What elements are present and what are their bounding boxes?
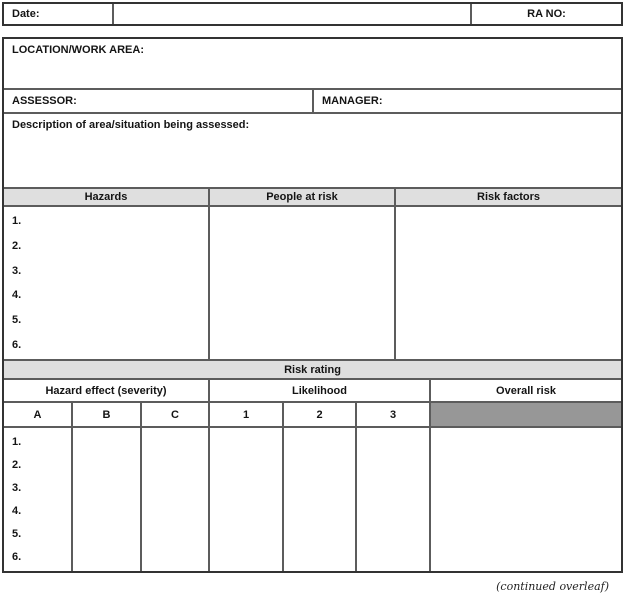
- likelihood-header: Likelihood: [210, 380, 431, 401]
- severity-col-c-header: C: [142, 403, 210, 426]
- hazard-effect-severity-header: Hazard effect (severity): [4, 380, 210, 401]
- severity-col-a-header: A: [4, 403, 73, 426]
- overall-risk-header: Overall risk: [496, 384, 556, 397]
- severity-c-column-cell[interactable]: [142, 428, 210, 571]
- people-at-risk-cell[interactable]: [210, 207, 396, 359]
- severity-a-column-cell[interactable]: [4, 428, 73, 571]
- date-label: Date:: [4, 4, 114, 24]
- manager-field[interactable]: MANAGER:: [322, 95, 383, 107]
- rating-row-number: 2.: [12, 458, 22, 471]
- hazards-list-cell[interactable]: [4, 207, 210, 359]
- rating-row-number: 4.: [12, 505, 22, 518]
- hazard-row-number: 6.: [12, 338, 22, 351]
- overall-risk-shaded-cell: [431, 403, 621, 426]
- hazard-row-number: 5.: [12, 314, 22, 327]
- severity-b-column-cell[interactable]: [73, 428, 142, 571]
- rating-row-number: 6.: [12, 551, 22, 564]
- main-form-table: [2, 37, 623, 573]
- hazard-row-number: 2.: [12, 240, 22, 252]
- likelihood-3-column-cell[interactable]: [357, 428, 431, 571]
- likelihood-col-1-header: 1: [210, 403, 284, 426]
- risk-factors-cell[interactable]: [396, 207, 621, 359]
- risk-factors-column-header: Risk factors: [477, 191, 540, 203]
- risk-rating-section-title: Risk rating: [284, 363, 341, 376]
- continued-overleaf-note: (continued overleaf): [496, 580, 609, 593]
- likelihood-col-2-header: 2: [284, 403, 357, 426]
- likelihood-2-column-cell[interactable]: [284, 428, 357, 571]
- date-value-field[interactable]: [114, 4, 472, 24]
- rating-row-number: 3.: [12, 481, 22, 494]
- description-field[interactable]: Description of area/situation being assessed:: [12, 119, 250, 131]
- assessor-field[interactable]: ASSESSOR:: [4, 90, 314, 112]
- ra-no-label: RA NO:: [527, 8, 566, 20]
- hazard-row-number: 3.: [12, 264, 22, 277]
- rating-row-number: 1.: [12, 435, 22, 448]
- people-at-risk-column-header: People at risk: [210, 189, 396, 205]
- hazard-row-number: 1.: [12, 215, 22, 228]
- likelihood-col-3-header: 3: [357, 403, 431, 426]
- location-work-area-field[interactable]: LOCATION/WORK AREA:: [12, 44, 144, 56]
- header-strip: [2, 2, 623, 26]
- hazard-row-number: 4.: [12, 289, 22, 302]
- overall-risk-column-cell[interactable]: [431, 428, 621, 571]
- severity-col-b-header: B: [73, 403, 142, 426]
- hazards-column-header: Hazards: [4, 189, 210, 205]
- rating-row-number: 5.: [12, 528, 22, 541]
- likelihood-1-column-cell[interactable]: [210, 428, 284, 571]
